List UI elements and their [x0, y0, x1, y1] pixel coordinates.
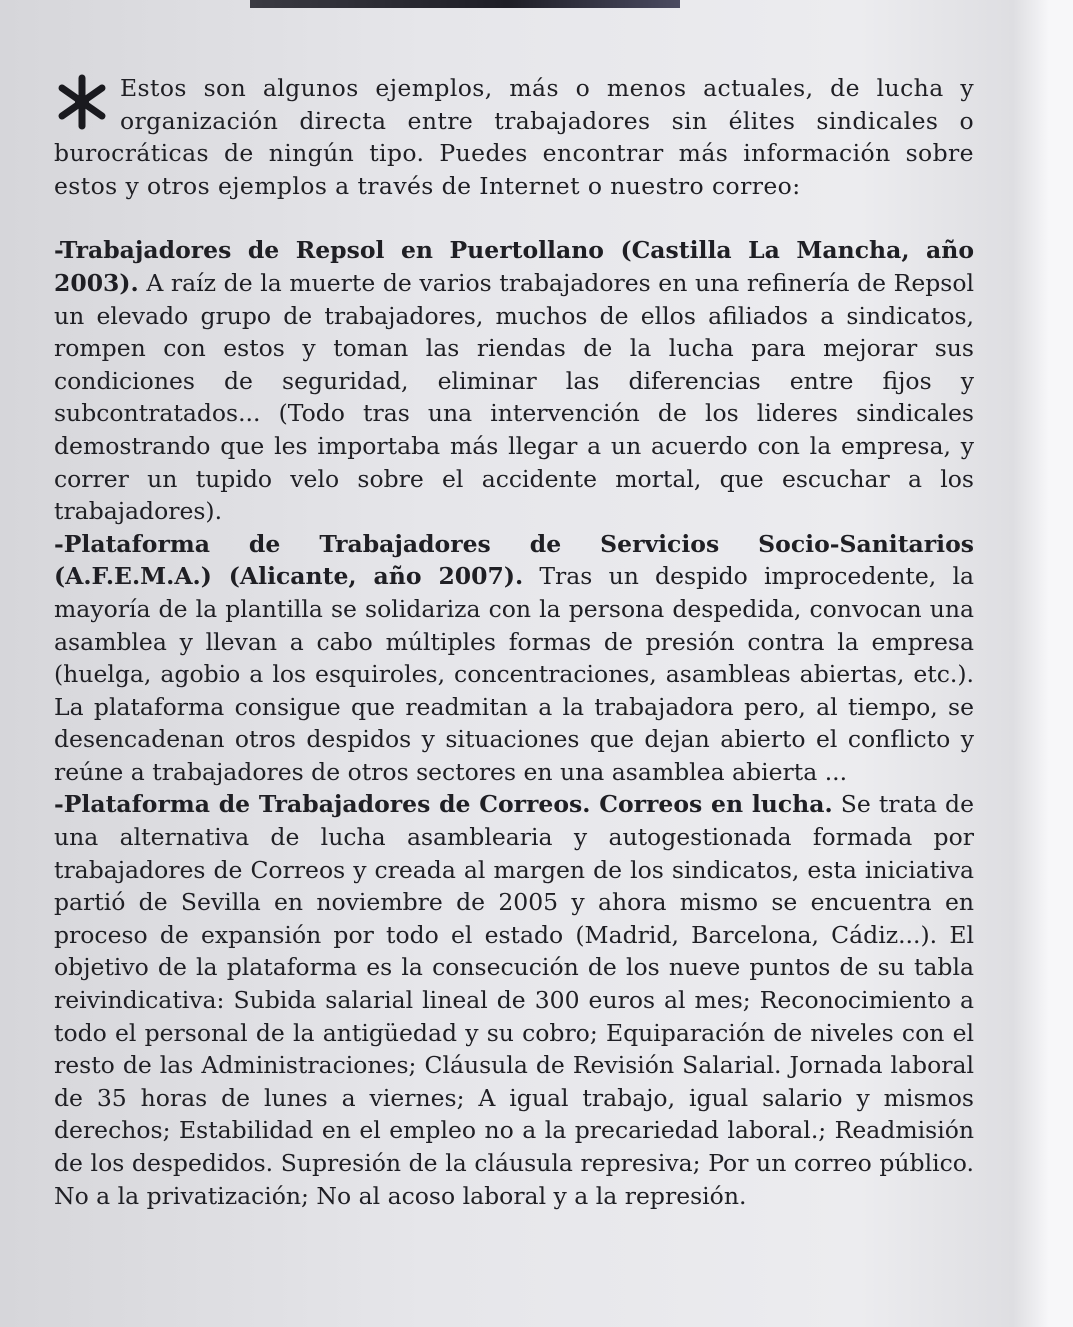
item-body: Tras un despido improcedente, la mayoría de la plantilla se solidariza con la persona despedida, convocan una asamblea y llevan a cabo múltiples formas de presión contra la empresa (huelga, agobio a los esquiroles, concentraciones, asambleas abiertas, etc.). La plataforma consigue que readmitan a la trabajadora pero, al tiempo, se desencadenan otros despidos y situaciones que dejan abierto el conflicto y reúne a trabajadores de otros sectores en una asamblea abierta ...: [54, 562, 974, 786]
document-body: [54, 72, 974, 1212]
item-heading: -Plataforma de Trabajadores de Correos. Correos en lucha.: [54, 790, 833, 819]
item-body: A raíz de la muerte de varios trabajadores en una refinería de Repsol un elevado grupo de trabajadores, muchos de ellos afiliados a sindicatos, rompen con estos y toman las riendas de la lucha para mejorar sus condiciones de seguridad, eliminar las diferencias entre fijos y subcontratados... (Todo tras una intervención de los lideres sindicales demostrando que les importaba más llegar a un acuerdo con la empresa, y correr un tupido velo sobre el accidente mortal, que escuchar a los trabajadores).: [54, 268, 974, 526]
top-cover-strip: [250, 0, 680, 8]
item-heading: -Trabajadores de Repsol en Puertollano (Castilla La Mancha, año 2003).: [54, 236, 974, 297]
asterisk-icon: [54, 74, 110, 130]
page-edge-highlight: [1013, 0, 1073, 1327]
list-item-repsol: [54, 234, 974, 527]
item-heading: -Plataforma de Trabajadores de Servicios Socio-Sanitarios (A.F.E.M.A.) (Alicante, año 2007).: [54, 529, 974, 591]
list-item-correos: [54, 788, 974, 1212]
item-body: Se trata de una alternativa de lucha asamblearia y autogestionada formada por trabajadores de Correos y creada al margen de los sindicatos, esta iniciativa partió de Sevilla en noviembre de 2005 y ahora mismo se encuentra en proceso de expansión por todo el estado (Madrid, Barcelona, Cádiz...). El objetivo de la plataforma es la consecución de los nueve puntos de su tabla reivindicativa: Subida salarial lineal de 300 euros al mes; Reconocimiento a todo el personal de la antigüedad y su cobro; Equiparación de niveles con el resto de las Administraciones; Cláusula de Revisión Salarial. Jornada laboral de 35 horas de lunes a viernes; A igual trabajo, igual salario y mismos derechos; Estabilidad en el empleo no a la precariedad laboral.; Readmisión de los despedidos. Supresión de la cláusula represiva; Por un correo público. No a la privatización; No al acoso laboral y a la represión.: [54, 790, 974, 1210]
list-item-afema: [54, 528, 974, 789]
intro-paragraph: [54, 72, 974, 202]
intro-text: Estos son algunos ejemplos, más o menos actuales, de lucha y organización directa entre trabajadores sin élites sindicales o burocráticas de ningún tipo. Puedes encontrar más información sobre estos y otros ejemplos a través de Internet o nuestro correo:: [54, 74, 974, 200]
